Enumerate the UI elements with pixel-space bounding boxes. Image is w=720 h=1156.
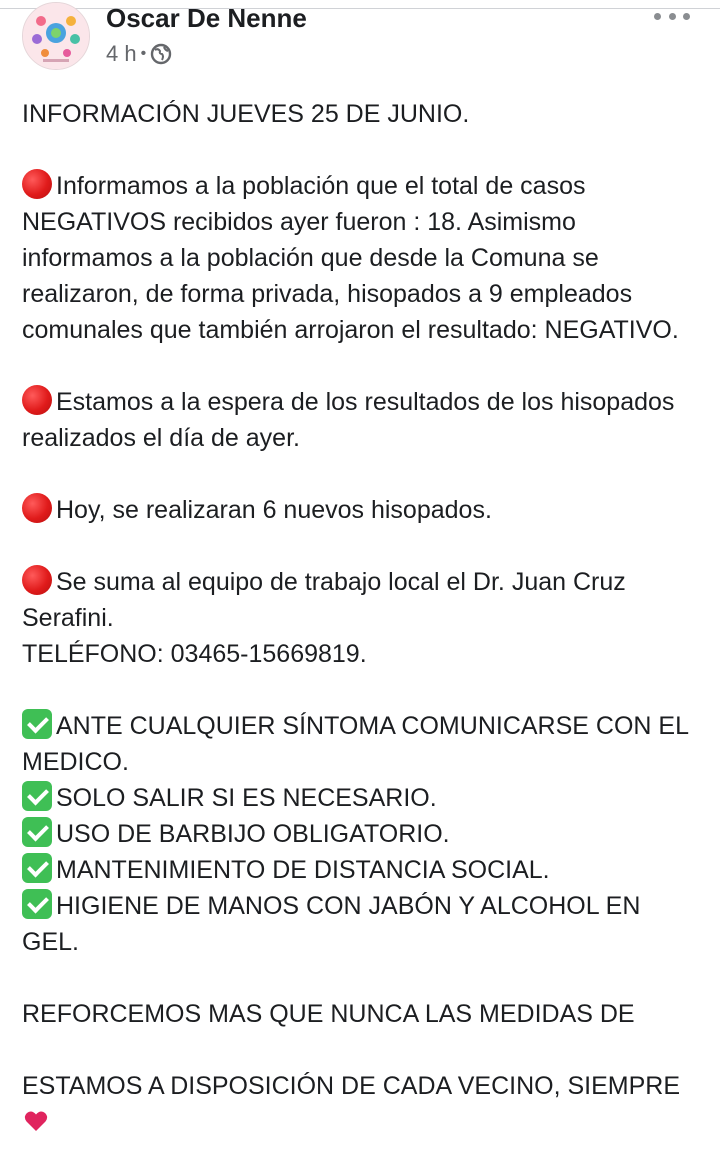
bullet-paragraph bbox=[22, 384, 702, 456]
closing-line bbox=[22, 1068, 702, 1140]
check-mark-icon bbox=[22, 781, 52, 811]
phone-line: TELÉFONO: 03465-15669819. bbox=[22, 640, 367, 668]
spacer bbox=[22, 132, 702, 168]
post-title: INFORMACIÓN JUEVES 25 DE JUNIO. bbox=[22, 100, 470, 128]
red-circle-icon bbox=[22, 169, 52, 199]
more-options-icon[interactable] bbox=[654, 6, 690, 26]
bullet-paragraph bbox=[22, 492, 702, 528]
globe-icon[interactable] bbox=[150, 43, 172, 65]
closing-text: ESTAMOS A DISPOSICIÓN DE CADA VECINO, SIEMPRE bbox=[22, 1072, 681, 1100]
bullet-text: Informamos a la población que el total de casos NEGATIVOS recibidos ayer fueron : 18. Asimismo informamos a la población que desde la Comuna se realizaron, de forma privada, hisopados a 9 empleados comunales que también arrojaron el resultado: NEGATIVO. bbox=[22, 172, 679, 344]
check-item bbox=[22, 888, 702, 960]
more-dot bbox=[683, 13, 690, 20]
closing-line: REFORCEMOS MAS QUE NUNCA LAS MEDIDAS DE bbox=[22, 1000, 635, 1028]
check-text: MANTENIMIENTO DE DISTANCIA SOCIAL. bbox=[56, 856, 550, 884]
check-mark-icon bbox=[22, 709, 52, 739]
heart-icon bbox=[24, 1106, 48, 1128]
post-header bbox=[0, 0, 720, 80]
spacer bbox=[22, 528, 702, 564]
spacer bbox=[22, 960, 702, 996]
author-name[interactable]: Oscar De Nenne bbox=[106, 3, 307, 33]
check-item bbox=[22, 852, 702, 888]
check-mark-icon bbox=[22, 817, 52, 847]
avatar-image bbox=[23, 3, 89, 69]
red-circle-icon bbox=[22, 565, 52, 595]
check-mark-icon bbox=[22, 889, 52, 919]
bullet-text: Estamos a la espera de los resultados de los hisopados realizados el día de ayer. bbox=[22, 388, 675, 452]
avatar[interactable] bbox=[22, 2, 90, 70]
post-time[interactable]: 4 h bbox=[106, 41, 137, 66]
bullet-paragraph bbox=[22, 564, 702, 636]
check-text: ANTE CUALQUIER SÍNTOMA COMUNICARSE CON EL MEDICO. bbox=[22, 712, 689, 776]
check-mark-icon bbox=[22, 853, 52, 883]
check-item bbox=[22, 780, 702, 816]
check-item bbox=[22, 816, 702, 852]
check-text: USO DE BARBIJO OBLIGATORIO. bbox=[56, 820, 450, 848]
red-circle-icon bbox=[22, 385, 52, 415]
spacer bbox=[22, 1032, 702, 1068]
spacer bbox=[22, 456, 702, 492]
post-meta bbox=[106, 40, 172, 68]
check-item bbox=[22, 708, 702, 780]
post-body bbox=[22, 96, 702, 1140]
spacer bbox=[22, 348, 702, 384]
bullet-text: Se suma al equipo de trabajo local el Dr. Juan Cruz Serafini. bbox=[22, 568, 626, 632]
spacer bbox=[22, 672, 702, 708]
check-text: SOLO SALIR SI ES NECESARIO. bbox=[56, 784, 437, 812]
bullet-text: Hoy, se realizaran 6 nuevos hisopados. bbox=[56, 496, 492, 524]
check-text: HIGIENE DE MANOS CON JABÓN Y ALCOHOL EN GEL. bbox=[22, 892, 641, 956]
meta-separator: • bbox=[140, 45, 147, 62]
more-dot bbox=[654, 13, 661, 20]
bullet-paragraph bbox=[22, 168, 702, 348]
more-dot bbox=[669, 13, 676, 20]
red-circle-icon bbox=[22, 493, 52, 523]
